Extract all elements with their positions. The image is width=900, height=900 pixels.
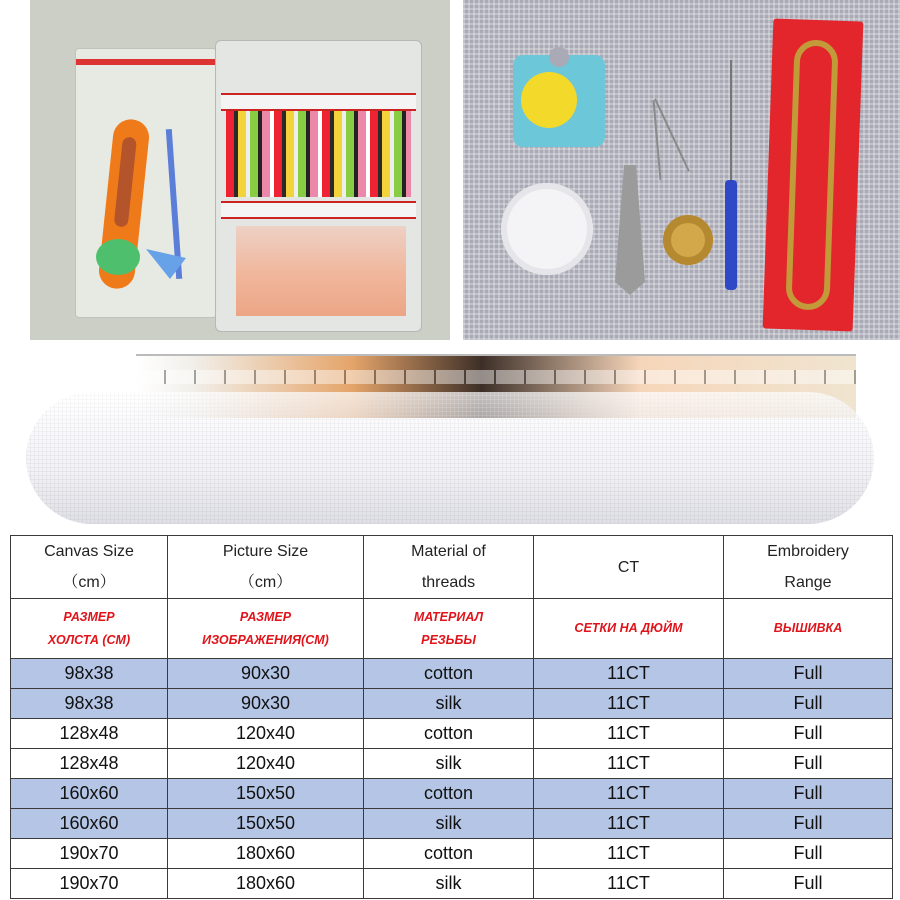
column-header <box>168 536 364 599</box>
table-row <box>11 659 893 689</box>
table-row <box>11 869 893 899</box>
header-text-ru: СЕТКИ НА ДЮЙМ <box>574 621 683 635</box>
column-header-ru <box>364 599 534 659</box>
table-cell: silk <box>364 809 534 839</box>
tools-photo <box>463 0 900 340</box>
table-cell: 180x60 <box>168 839 364 869</box>
table-cell: 128x48 <box>11 719 168 749</box>
table-cell: cotton <box>364 779 534 809</box>
header-text-ru: ВЫШИВКА <box>773 621 843 635</box>
column-header <box>534 536 724 599</box>
thimble-icon <box>663 215 713 265</box>
table-cell: silk <box>364 749 534 779</box>
table-cell: Full <box>724 809 893 839</box>
header-text-ru: ХОЛСТА (CM) <box>47 632 131 647</box>
table-cell: 98x38 <box>11 659 168 689</box>
table-cell: 11CT <box>534 689 724 719</box>
grid-ruler <box>136 370 856 384</box>
rolled-canvas <box>26 392 874 524</box>
table-cell: 120x40 <box>168 749 364 779</box>
header-text-ru: РАЗМЕР <box>63 609 115 624</box>
table-cell: 98x38 <box>11 689 168 719</box>
header-text: CT <box>617 558 640 576</box>
table-cell: 11CT <box>534 869 724 899</box>
header-text-ru: РАЗМЕР <box>239 609 292 624</box>
table-cell: cotton <box>364 839 534 869</box>
brand-band <box>221 93 416 111</box>
header-text: Canvas Size <box>44 543 134 560</box>
header-text: Material of <box>411 543 486 560</box>
header-row-russian <box>11 599 893 659</box>
table-cell: 150x50 <box>168 779 364 809</box>
seam-ripper-icon <box>725 60 737 290</box>
column-header <box>11 536 168 599</box>
table-cell: 11CT <box>534 659 724 689</box>
folded-threads <box>236 226 406 316</box>
yarn-ball-icon <box>521 72 577 128</box>
header-text: Embroidery <box>767 543 849 560</box>
table-cell: 180x60 <box>168 869 364 899</box>
kit-bags-photo <box>30 0 450 340</box>
table-row <box>11 839 893 869</box>
column-header-ru <box>534 599 724 659</box>
column-header <box>724 536 893 599</box>
zip-seal <box>76 59 216 65</box>
header-text: （cm） <box>62 574 116 591</box>
table-cell: cotton <box>364 659 534 689</box>
header-row-english <box>11 536 893 599</box>
scissors-pack-icon <box>763 19 864 332</box>
table-row <box>11 809 893 839</box>
header-text-ru: РЕЗЬБЫ <box>421 632 476 647</box>
table-cell: 11CT <box>534 779 724 809</box>
table-cell: 90x30 <box>168 689 364 719</box>
table-cell: 128x48 <box>11 749 168 779</box>
table-row <box>11 749 893 779</box>
table-cell: Full <box>724 659 893 689</box>
column-header-ru <box>11 599 168 659</box>
brand-band <box>221 201 416 219</box>
table-row <box>11 779 893 809</box>
table-cell: 11CT <box>534 719 724 749</box>
table-cell: 11CT <box>534 809 724 839</box>
size-spec-table <box>10 535 893 899</box>
scissors-icon <box>785 39 838 310</box>
column-header-ru <box>724 599 893 659</box>
table-row <box>11 719 893 749</box>
thread-bag <box>215 40 422 332</box>
table-cell: 150x50 <box>168 809 364 839</box>
table-cell: 11CT <box>534 839 724 869</box>
table-cell: 160x60 <box>11 779 168 809</box>
table-cell: 90x30 <box>168 659 364 689</box>
header-text-ru: ИЗОБРАЖЕНИЯ(CM) <box>202 632 329 647</box>
table-cell: Full <box>724 749 893 779</box>
table-cell: Full <box>724 869 893 899</box>
table-cell: 190x70 <box>11 869 168 899</box>
table-cell: 120x40 <box>168 719 364 749</box>
table-cell: silk <box>364 869 534 899</box>
thread-spool-icon <box>96 239 140 275</box>
header-text: （cm） <box>238 574 293 591</box>
tool-bag <box>75 48 217 318</box>
table-cell: Full <box>724 839 893 869</box>
header-text: Range <box>784 574 832 591</box>
table-cell: silk <box>364 689 534 719</box>
thread-skeins <box>226 111 411 197</box>
canvas-roll-photo <box>26 346 874 530</box>
header-text: Picture Size <box>222 543 309 560</box>
table-row <box>11 689 893 719</box>
table-cell: 190x70 <box>11 839 168 869</box>
column-header-ru <box>168 599 364 659</box>
header-text: threads <box>421 574 476 591</box>
table-cell: 160x60 <box>11 809 168 839</box>
column-header <box>364 536 534 599</box>
metal-threader-icon <box>615 165 645 295</box>
table-cell: cotton <box>364 719 534 749</box>
pin-cushion-icon <box>501 183 593 275</box>
table-cell: Full <box>724 689 893 719</box>
table-cell: 11CT <box>534 749 724 779</box>
table-cell: Full <box>724 779 893 809</box>
header-text-ru: МАТЕРИАЛ <box>413 609 484 624</box>
table-cell: Full <box>724 719 893 749</box>
